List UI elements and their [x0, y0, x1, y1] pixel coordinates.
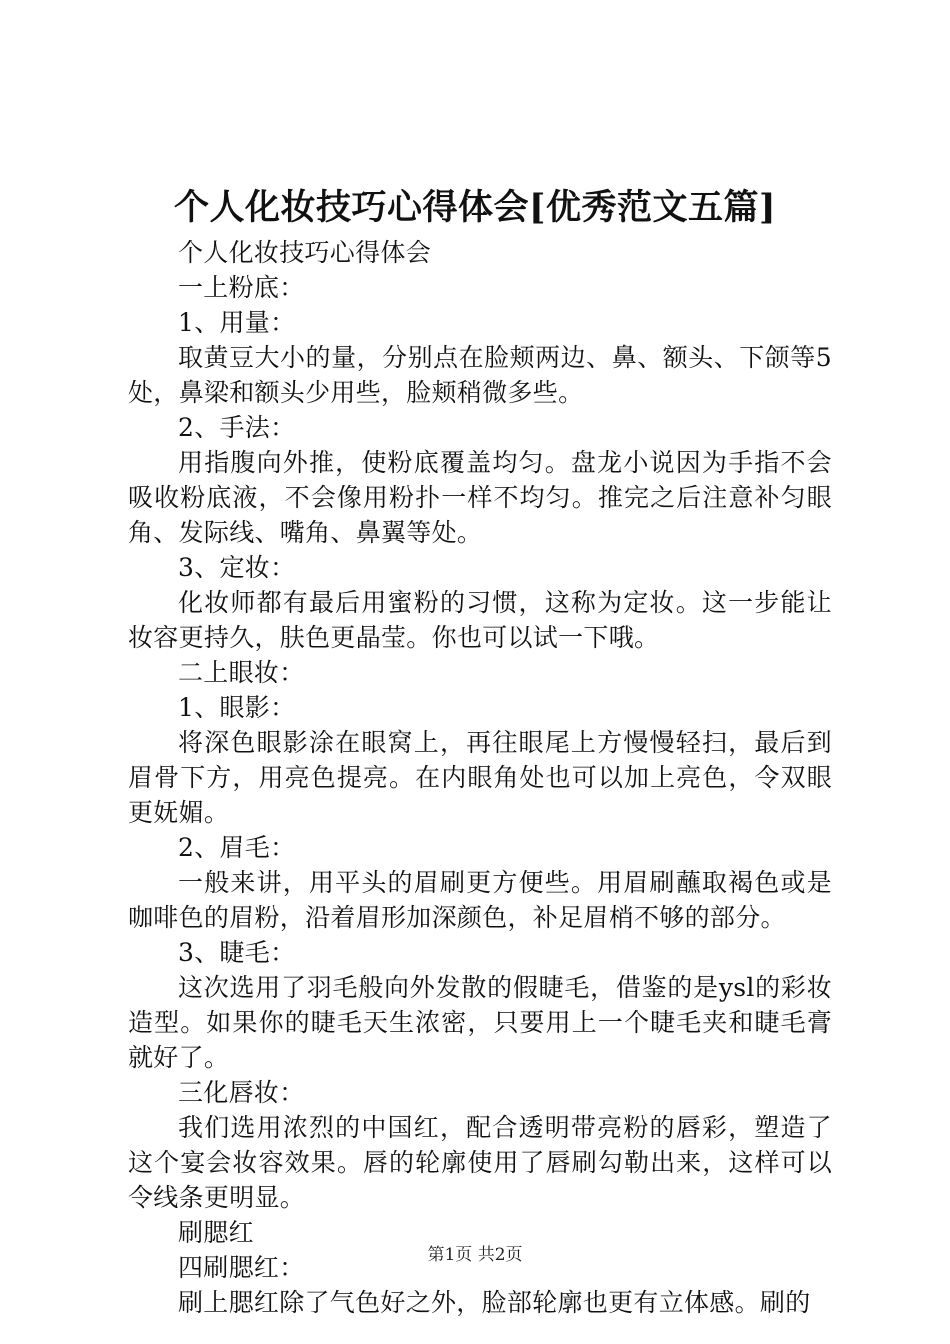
- page-footer: 第1页 共2页: [427, 1245, 523, 1265]
- document-title: 个人化妆技巧心得体会[优秀范文五篇]: [173, 187, 777, 228]
- paragraph: 3、定妆：: [178, 553, 296, 582]
- paragraph: 个人化妆技巧心得体会: [178, 238, 432, 267]
- paragraph: 1、用量：: [178, 308, 296, 337]
- paragraph: 将深色眼影涂在眼窝上，再往眼尾上方慢慢轻扫，最后到眉骨下方，用亮色提亮。在内眼角处也可以加上亮色，令双眼更妩媚。: [128, 728, 832, 827]
- paragraph: 2、眉毛：: [178, 833, 296, 862]
- paragraph: 取黄豆大小的量，分别点在脸颊两边、鼻、额头、下颌等5处，鼻梁和额头少用些，脸颊稍微多些。: [128, 343, 832, 407]
- paragraph: 四刷腮红：: [178, 1253, 305, 1282]
- paragraph: 2、手法：: [178, 413, 296, 442]
- paragraph: 刷腮红: [178, 1218, 254, 1247]
- paragraph: 3、睫毛：: [178, 938, 296, 967]
- paragraph: 用指腹向外推，使粉底覆盖均匀。盘龙小说因为手指不会吸收粉底液，不会像用粉扑一样不均匀。推完之后注意补匀眼角、发际线、嘴角、鼻翼等处。: [128, 448, 832, 547]
- paragraph: 三化唇妆：: [178, 1078, 305, 1107]
- paragraph: 1、眼影：: [178, 693, 296, 722]
- paragraph: 这次选用了羽毛般向外发散的假睫毛，借鉴的是ysl的彩妆造型。如果你的睫毛天生浓密，只要用上一个睫毛夹和睫毛膏就好了。: [128, 973, 832, 1072]
- paragraph: 化妆师都有最后用蜜粉的习惯，这称为定妆。这一步能让妆容更持久，肤色更晶莹。你也可以试一下哦。: [128, 588, 832, 652]
- document-body: [128, 235, 832, 1320]
- paragraph: 二上眼妆：: [178, 658, 305, 687]
- paragraph: 刷上腮红除了气色好之外，脸部轮廓也更有立体感。刷的: [178, 1288, 811, 1317]
- paragraph: 一上粉底：: [178, 273, 305, 302]
- paragraph: 一般来讲，用平头的眉刷更方便些。用眉刷蘸取褐色或是咖啡色的眉粉，沿着眉形加深颜色，补足眉梢不够的部分。: [128, 868, 832, 932]
- paragraph: 我们选用浓烈的中国红，配合透明带亮粉的唇彩，塑造了这个宴会妆容效果。唇的轮廓使用了唇刷勾勒出来，这样可以令线条更明显。: [128, 1113, 832, 1212]
